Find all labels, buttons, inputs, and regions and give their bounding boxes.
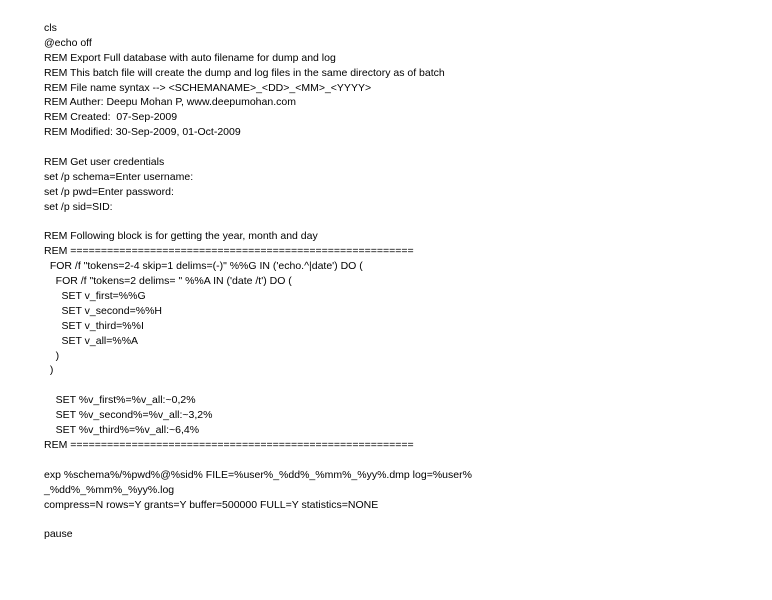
- batch-script-document: [44, 21, 764, 542]
- script-line: SET v_third=%%I: [44, 319, 144, 332]
- script-line: REM Get user credentials: [44, 156, 165, 169]
- script-line: set /p pwd=Enter password:: [44, 185, 174, 198]
- script-line: REM Created: 07-Sep-2009: [44, 111, 178, 124]
- script-line: _%dd%_%mm%_%yy%.log: [44, 483, 175, 496]
- script-line: REM Following block is for getting the year, month and day: [44, 230, 318, 243]
- script-line: SET v_first=%%G: [44, 290, 146, 303]
- script-line: SET %v_third%=%v_all:~6,4%: [44, 424, 200, 437]
- blank-line: [44, 215, 764, 230]
- script-line: REM Modified: 30-Sep-2009, 01-Oct-2009: [44, 126, 241, 139]
- script-line: SET v_all=%%A: [44, 334, 139, 347]
- script-line: ): [44, 349, 60, 362]
- script-line: FOR /f "tokens=2-4 skip=1 delims=(-)" %%G IN ('echo.^|date') DO (: [44, 260, 363, 273]
- script-line: ): [44, 364, 54, 377]
- script-line: REM ========================================================: [44, 245, 414, 258]
- script-line: @echo off: [44, 36, 92, 49]
- script-line: cls: [44, 22, 57, 34]
- script-line: FOR /f "tokens=2 delims= " %%A IN ('date /t') DO (: [44, 275, 292, 288]
- script-line: exp %schema%/%pwd%@%sid% FILE=%user%_%dd%_%mm%_%yy%.dmp log=%user%: [44, 468, 472, 481]
- script-line: set /p sid=SID:: [44, 200, 113, 213]
- script-line: REM File name syntax --> <SCHEMANAME>_<DD>_<MM>_<YYYY>: [44, 81, 372, 94]
- script-line: SET %v_first%=%v_all:~0,2%: [44, 394, 196, 407]
- script-line: SET %v_second%=%v_all:~3,2%: [44, 409, 213, 422]
- blank-line: [44, 378, 764, 393]
- blank-line: [44, 140, 764, 155]
- script-line: REM Auther: Deepu Mohan P, www.deepumohan.com: [44, 96, 296, 109]
- script-line: pause: [44, 528, 73, 541]
- blank-line: [44, 512, 764, 527]
- script-line: compress=N rows=Y grants=Y buffer=500000 FULL=Y statistics=NONE: [44, 498, 379, 511]
- blank-line: [44, 453, 764, 468]
- script-line: REM ========================================================: [44, 438, 414, 451]
- script-line: set /p schema=Enter username:: [44, 170, 194, 183]
- script-line: REM Export Full database with auto filename for dump and log: [44, 51, 336, 64]
- script-line: REM This batch file will create the dump and log files in the same directory as of batch: [44, 66, 445, 79]
- script-line: SET v_second=%%H: [44, 304, 162, 317]
